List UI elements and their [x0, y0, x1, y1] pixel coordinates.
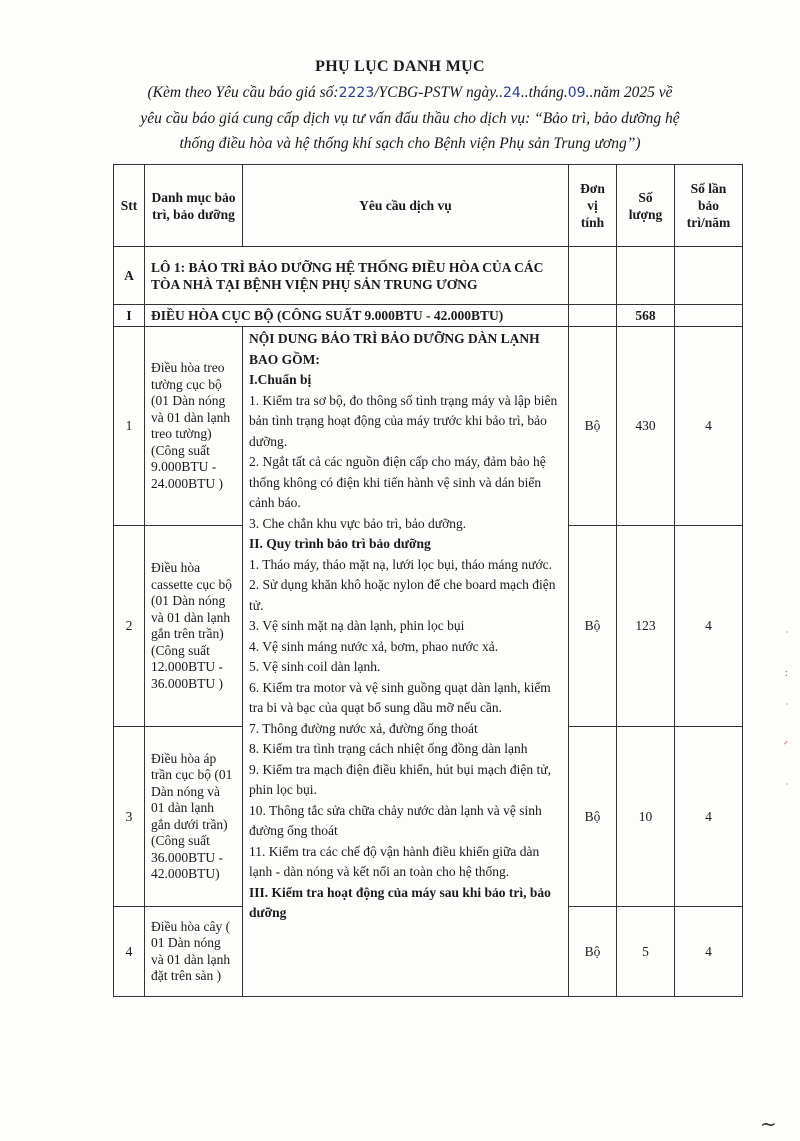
row-unit: Bộ: [569, 526, 617, 727]
row-stt: 3: [114, 727, 145, 907]
list-item: 3. Vệ sinh mặt nạ dàn lạnh, phin lọc bụi: [249, 618, 465, 633]
empty-cell: [569, 305, 617, 327]
list-item: 8. Kiểm tra tình trạng cách nhiệt ống đồng dàn lạnh: [249, 741, 528, 756]
section-i-title: ĐIỀU HÒA CỤC BỘ (CÔNG SUẤT 9.000BTU - 42.000BTU): [145, 305, 569, 327]
row-qty: 123: [617, 526, 675, 727]
list-item: 3. Che chắn khu vực bảo trì, bảo dưỡng.: [249, 515, 467, 531]
row-stt: 4: [114, 907, 145, 997]
margin-mark: ᐟ: [783, 740, 788, 751]
row-qty: 5: [617, 907, 675, 997]
header-item: Danh mục bảo trì, bảo dưỡng: [145, 165, 243, 247]
part2-title: II. Quy trình bảo trì bảo dưỡng: [249, 536, 431, 551]
header-unit: Đơn vị tính: [569, 165, 617, 247]
empty-cell: [675, 305, 743, 327]
handwritten-month: 09: [567, 85, 586, 101]
row-item: Điều hòa cây ( 01 Dàn nóng và 01 dàn lạnh đặt trên sàn ): [145, 907, 243, 997]
service-table: [113, 164, 743, 997]
list-item: 1. Kiểm tra sơ bộ, đo thông số tình trạng máy và lập biên bản tình trạng hoạt động của máy trước khi bảo trì, bảo dưỡng.: [249, 392, 558, 449]
header-times: Số lần bảo trì/năm: [675, 165, 743, 247]
margin-mark: ᐧ: [785, 780, 788, 791]
empty-cell: [617, 247, 675, 305]
service-description: [243, 327, 569, 997]
handwritten-number: 2223: [338, 85, 375, 101]
section-i-row: [114, 305, 743, 327]
section-a-row: [114, 247, 743, 305]
handwritten-day: 24: [502, 85, 521, 101]
row-unit: Bộ: [569, 327, 617, 526]
document-reference: [95, 80, 725, 156]
section-i-qty: 568: [617, 305, 675, 327]
header-stt: Stt: [114, 165, 145, 247]
reference-suffix: ..năm 2025 về: [585, 84, 673, 101]
list-item: 5. Vệ sinh coil dàn lạnh.: [249, 659, 381, 674]
row-times: 4: [675, 327, 743, 526]
list-item: 9. Kiểm tra mạch điện điều khiển, hút bụi mạch điện tử, phin lọc bụi.: [249, 761, 551, 797]
part1-title: I.Chuẩn bị: [249, 372, 312, 387]
reference-line-3: thống điều hòa và hệ thống khí sạch cho Bệnh viện Phụ sản Trung ương”): [179, 135, 641, 152]
reference-prefix: (Kèm theo Yêu cầu báo giá số:: [147, 84, 339, 101]
row-times: 4: [675, 526, 743, 727]
row-times: 4: [675, 907, 743, 997]
row-times: 4: [675, 727, 743, 907]
reference-mid2: ..tháng.: [520, 84, 568, 101]
list-item: 10. Thông tắc sửa chữa chảy nước dàn lạnh và vệ sinh đường ống thoát: [249, 802, 542, 838]
header-service: Yêu cầu dịch vụ: [243, 165, 569, 247]
list-item: 4. Vệ sinh máng nước xả, bơm, phao nước xả.: [249, 638, 499, 654]
row-item: Điều hòa cassette cục bộ (01 Dàn nóng và 01 dàn lạnh gắn trên trần) (Công suất 12.000BTU - 36.000BTU ): [145, 526, 243, 727]
row-unit: Bộ: [569, 907, 617, 997]
margin-mark: ᐧ: [785, 700, 788, 711]
section-i-stt: I: [114, 305, 145, 327]
page-title: PHỤ LỤC DANH MỤC: [315, 58, 485, 75]
row-item: Điều hòa áp trần cục bộ (01 Dàn nóng và 01 dàn lạnh gắn dưới trần) (Công suất 36.000BTU - 42.000BTU): [145, 727, 243, 907]
reference-line-2: yêu cầu báo giá cung cấp dịch vụ tư vấn đấu thầu cho dịch vụ: “Bảo trì, bảo dưỡng hệ: [140, 110, 680, 127]
empty-cell: [569, 247, 617, 305]
row-stt: 1: [114, 327, 145, 526]
margin-mark: :: [784, 668, 788, 679]
section-a-title: LÔ 1: BẢO TRÌ BẢO DƯỠNG HỆ THỐNG ĐIỀU HÒA CỦA CÁC TÒA NHÀ TẠI BỆNH VIỆN PHỤ SẢN TRUNG ƯƠNG: [145, 247, 569, 305]
row-qty: 430: [617, 327, 675, 526]
table-row: [114, 327, 743, 526]
margin-mark: ᐧ: [785, 628, 788, 639]
row-qty: 10: [617, 727, 675, 907]
list-item: 6. Kiểm tra motor và vệ sinh guồng quạt dàn lạnh, kiểm tra bi và bạc của quạt bổ sung dầu mỡ nếu cần.: [249, 679, 551, 715]
section-a-stt: A: [114, 247, 145, 305]
empty-cell: [675, 247, 743, 305]
header-qty: Số lượng: [617, 165, 675, 247]
list-item: 2. Ngắt tất cả các nguồn điện cấp cho máy, đảm bảo hệ thống không có điện khi tiến hành vệ sinh và dán biển cảnh báo.: [249, 454, 546, 510]
table-header-row: [114, 165, 743, 247]
row-stt: 2: [114, 526, 145, 727]
list-item: 7. Thông đường nước xả, đường ống thoát: [249, 720, 478, 736]
row-item: Điều hòa treo tường cục bộ (01 Dàn nóng và 01 dàn lạnh treo tường) (Công suất 9.000BTU - 24.000BTU ): [145, 327, 243, 526]
row-unit: Bộ: [569, 727, 617, 907]
reference-mid1: /YCBG-PSTW ngày..: [374, 84, 503, 101]
part3-title: III. Kiểm tra hoạt động của máy sau khi bảo trì, bảo dưỡng: [249, 884, 551, 920]
corner-mark: ~: [760, 1112, 777, 1136]
service-heading: NỘI DUNG BẢO TRÌ BẢO DƯỠNG DÀN LẠNH BAO GỒM:: [249, 331, 540, 367]
list-item: 1. Tháo máy, tháo mặt nạ, lưới lọc bụi, tháo máng nước.: [249, 556, 552, 572]
list-item: 11. Kiểm tra các chế độ vận hành điều khiển giữa dàn lạnh - dàn nóng và kết nối an toàn cho hệ thống.: [249, 843, 540, 879]
list-item: 2. Sử dụng khăn khô hoặc nylon để che board mạch điện tử.: [249, 577, 556, 613]
